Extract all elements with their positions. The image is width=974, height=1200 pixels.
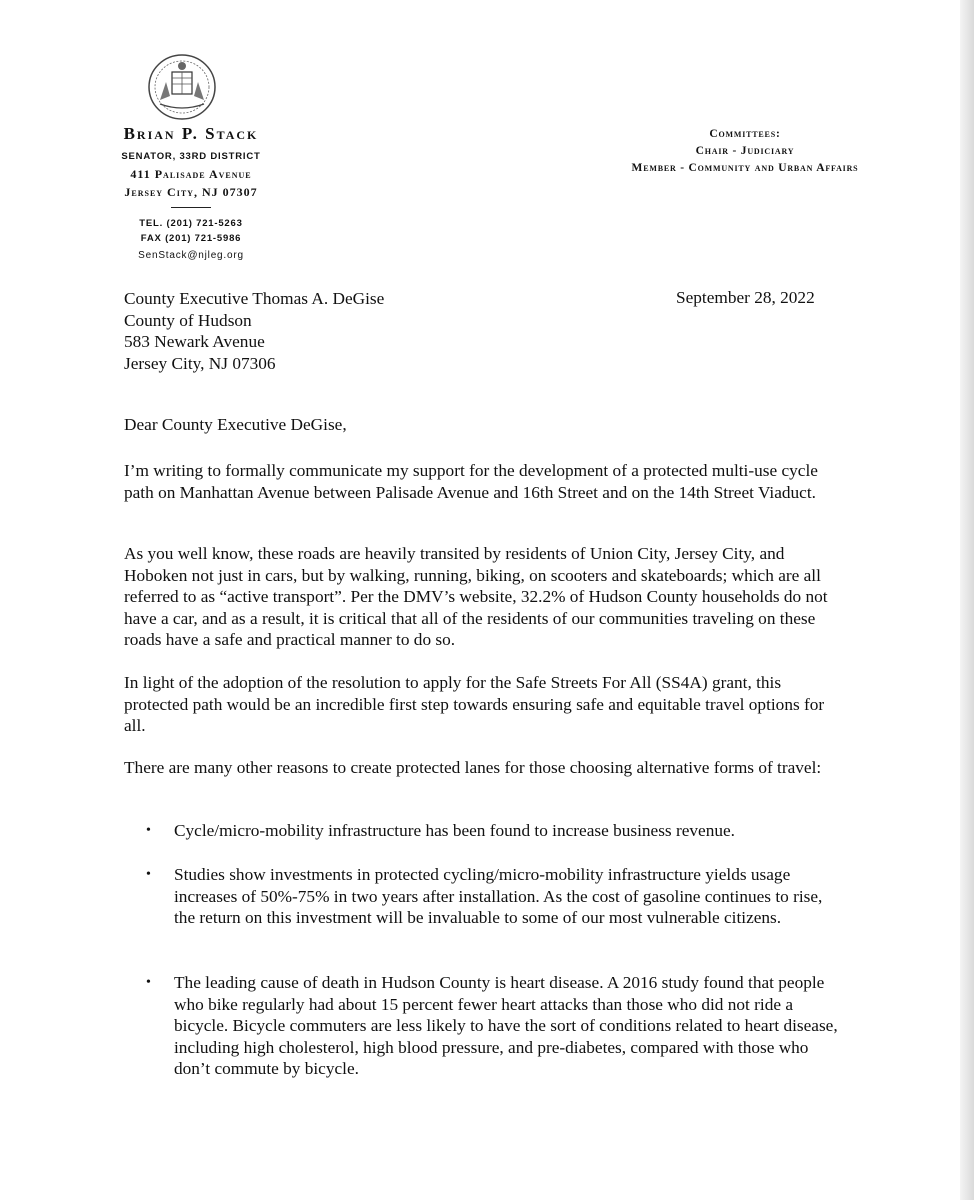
recipient-line2: County of Hudson <box>124 310 252 330</box>
paragraph-4: There are many other reasons to create protected lanes for those choosing alternative forms of travel: <box>124 758 822 777</box>
paragraph-1: I’m writing to formally communicate my support for the development of a protected multi-use cycle path on Manhattan Avenue between Palisade Avenue and 16th Street and on the 14th Street Viaduct. <box>124 461 818 502</box>
bullet-text: Cycle/micro-mobility infrastructure has been found to increase business revenue. <box>174 821 735 840</box>
committees-line2: Member - Community and Urban Affairs <box>631 162 859 174</box>
committees-block <box>560 126 930 177</box>
recipient-line4: Jersey City, NJ 07306 <box>124 353 276 373</box>
sender-letterhead <box>96 124 286 263</box>
page-edge-shadow <box>960 0 974 1200</box>
sender-fax: FAX (201) 721-5986 <box>140 233 242 244</box>
salutation: Dear County Executive DeGise, <box>124 415 347 434</box>
sender-name: Brian P. Stack <box>123 124 259 143</box>
sender-tel: TEL. (201) 721-5263 <box>139 218 243 229</box>
letterhead-divider <box>171 207 211 208</box>
bullet-dot-icon: • <box>146 823 151 838</box>
paragraph-2: As you well know, these roads are heavily transited by residents of Union City, Jersey City, and Hoboken not just in cars, but by walking, running, biking, on scooters and skateboards; which are all referred to as “active transport”. Per the DMV’s website, 32.2% of Hudson County households do not have a car, and as a result, it is critical that all of the residents of our communities traveling on these roads have a safe and practical manner to do so. <box>124 544 828 649</box>
letter-date: September 28, 2022 <box>676 288 815 307</box>
committees-heading: Committees: <box>709 128 781 140</box>
committees-line1: Chair - Judiciary <box>695 145 795 157</box>
bullet-dot-icon: • <box>146 975 151 990</box>
state-seal-icon <box>146 52 218 122</box>
bullet-item <box>146 972 846 1080</box>
sender-address-line1: 411 Palisade Avenue <box>130 167 252 181</box>
bullet-item <box>146 820 846 842</box>
sender-title: SENATOR, 33RD DISTRICT <box>121 151 261 162</box>
sender-email: SenStack@njleg.org <box>138 250 244 261</box>
bullet-text: The leading cause of death in Hudson County is heart disease. A 2016 study found that people who bike regularly had about 15 percent fewer heart attacks than those who did not ride a bicycle. Bicycle commuters are less likely to have the sort of conditions related to heart disease, including high cholesterol, high blood pressure, and pre-diabetes, compared with those who don’t commute by bicycle. <box>174 973 838 1078</box>
recipient-line3: 583 Newark Avenue <box>124 332 265 351</box>
bullet-dot-icon: • <box>146 867 151 882</box>
bullet-item <box>146 864 846 929</box>
paragraph-3: In light of the adoption of the resolution to apply for the Safe Streets For All (SS4A) grant, this protected path would be an incredible first step towards ensuring safe and equitable travel options for all. <box>124 673 825 735</box>
bullet-text: Studies show investments in protected cycling/micro-mobility infrastructure yields usage increases of 50%-75% in two years after installation. As the cost of gasoline continues to rise, the return on this investment will be invaluable to some of our most vulnerable citizens. <box>174 865 823 927</box>
sender-address-line2: Jersey City, NJ 07307 <box>124 185 258 199</box>
recipient-line1: County Executive Thomas A. DeGise <box>124 289 385 308</box>
